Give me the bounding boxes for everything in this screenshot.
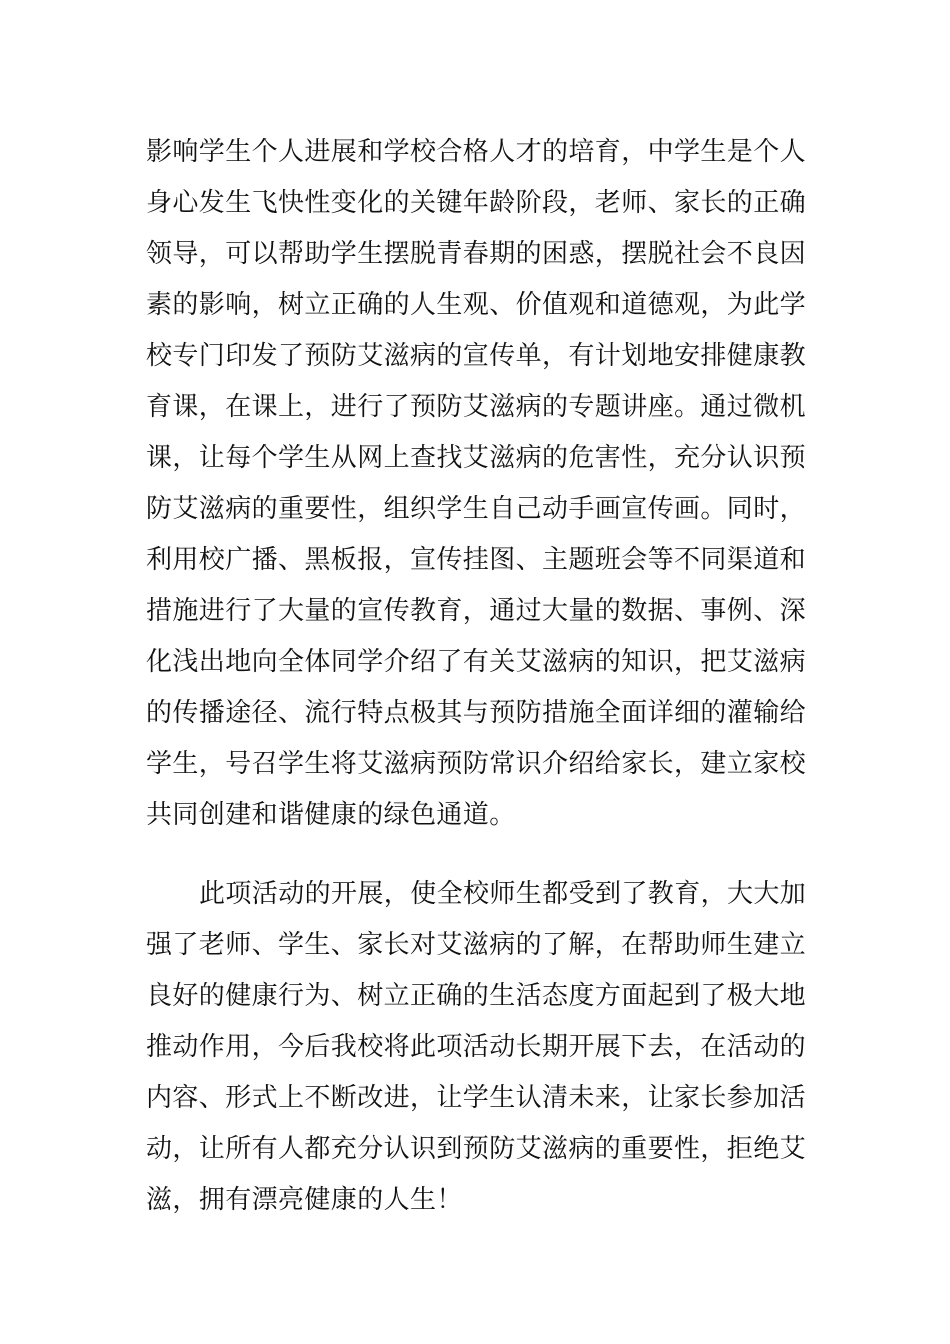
text-line: 动，让所有人都充分认识到预防艾滋病的重要性，拒绝艾: [146, 1134, 807, 1164]
text-line: 的传播途径、流行特点极其与预防措施全面详细的灌输给: [146, 698, 807, 728]
text-line: 措施进行了大量的宣传教育，通过大量的数据、事例、深: [146, 596, 807, 626]
text-line: 课，让每个学生从网上查找艾滋病的危害性，充分认识预: [146, 443, 807, 473]
text-line: 素的影响，树立正确的人生观、价值观和道德观，为此学: [146, 290, 807, 320]
text-line: 内容、形式上不断改进，让学生认清未来，让家长参加活: [146, 1083, 807, 1113]
text-line: 推动作用，今后我校将此项活动长期开展下去，在活动的: [146, 1032, 807, 1062]
text-line: 影响学生个人进展和学校合格人才的培育，中学生是个人: [146, 137, 807, 167]
text-line: 育课，在课上，进行了预防艾滋病的专题讲座。通过微机: [146, 392, 807, 422]
text-line: 良好的健康行为、树立正确的生活态度方面起到了极大地: [146, 981, 807, 1011]
text-line: 防艾滋病的重要性，组织学生自己动手画宣传画。同时，: [146, 494, 807, 524]
text-line: 学生，号召学生将艾滋病预防常识介绍给家长，建立家校: [146, 749, 807, 779]
text-line: 共同创建和谐健康的绿色通道。: [146, 800, 516, 830]
paragraph-1: [146, 127, 816, 841]
text-line: 滋，拥有漂亮健康的人生！: [146, 1185, 463, 1215]
text-line: 校专门印发了预防艾滋病的宣传单，有计划地安排健康教: [146, 341, 807, 371]
text-line: 化浅出地向全体同学介绍了有关艾滋病的知识，把艾滋病: [146, 647, 807, 677]
text-line: 利用校广播、黑板报，宣传挂图、主题班会等不同渠道和: [146, 545, 807, 575]
text-line: 强了老师、学生、家长对艾滋病的了解，在帮助师生建立: [146, 930, 807, 960]
text-line: 此项活动的开展，使全校师生都受到了教育，大大加: [199, 879, 807, 909]
paragraph-2: [146, 869, 816, 1226]
text-line: 领导，可以帮助学生摆脱青春期的困惑，摆脱社会不良因: [146, 239, 807, 269]
text-line: 身心发生飞快性变化的关键年龄阶段，老师、家长的正确: [146, 188, 807, 218]
